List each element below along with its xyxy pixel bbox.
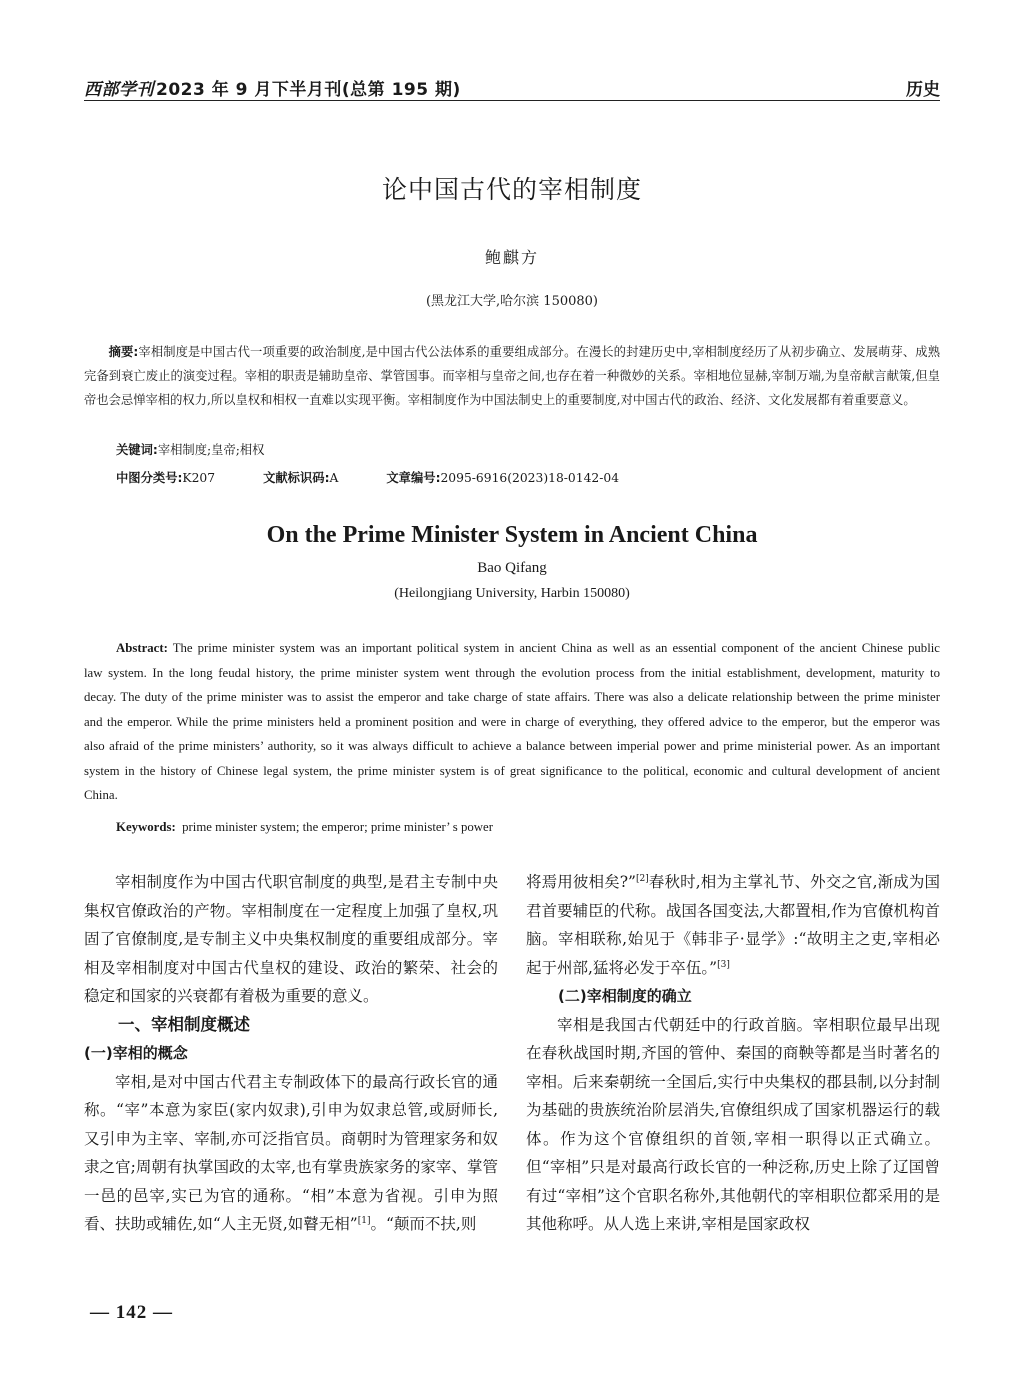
author-name: 鲍麒方 <box>484 248 539 267</box>
body-paragraph <box>526 868 940 982</box>
english-author: Bao Qifang <box>477 560 547 576</box>
running-header <box>84 70 940 100</box>
abstract-text: 宰相制度是中国古代一项重要的政治制度,是中国古代公法体系的重要组成部分。在漫长的封建历史中,宰相制度经历了从初步确立、发展萌芽、成熟完备到衰亡废止的演变过程。宰相的职责是辅助皇帝、掌管国事。而宰相与皇帝之间,也存在着一种微妙的关系。宰相地位显赫,宰制万端,为皇帝献言献策,但皇帝也会忌惮宰相的权力,所以皇权和相权一直难以实现平衡。宰相制度作为中国法制史上的重要制度,对中国古代的政治、经济、文化发展都有着重要意义。 <box>84 345 941 407</box>
author-affiliation: (黑龙江大学,哈尔滨 150080) <box>425 294 599 309</box>
article-number-label: 文章编号: <box>386 471 441 485</box>
chinese-abstract <box>84 340 940 412</box>
keywords-label: 关键词: <box>116 443 158 457</box>
subsection-heading: (二)宰相制度的确立 <box>558 987 692 1005</box>
chinese-keywords <box>116 438 264 462</box>
journal-issue-line <box>84 75 461 100</box>
english-keywords-label: Keywords: <box>116 820 176 834</box>
english-abstract-text: The prime minister system was an important political system in ancient China as well as an essential component of the ancient Chinese public law system. In the long feudal history, the prime minister system went through the evolution process from the initial establishment, development, maturity to decay. The duty of the prime minister was to assist the emperor and take charge of state affairs. There was also a delicate relationship between the prime minister and the emperor. While the prime ministers held a prominent position and were in charge of everything, they offered advice to the emperor, but the emperor was also afraid of the prime ministers’ authority, so it was always difficult to achieve a balance between imperial power and prime ministerial power. As an important system in the history of Chinese legal system, the prime minister system is of great significance to the political, economic and cultural development of ancient China. <box>84 641 940 802</box>
article-number-value: 2095-6916(2023)18-0142-04 <box>440 471 620 485</box>
left-column <box>84 868 498 1308</box>
article-title: 论中国古代的宰相制度 <box>381 175 642 204</box>
classification-value: K207 <box>182 471 216 485</box>
issue-info: 2023 年 9 月下半月刊(总第 195 期) <box>156 80 461 100</box>
classification-label: 中图分类号: <box>116 471 183 485</box>
header-rule <box>84 100 940 101</box>
subsection-heading: (一)宰相的概念 <box>84 1044 188 1062</box>
body-paragraph: 宰相是我国古代朝廷中的行政首脑。宰相职位最早出现在春秋战国时期,齐国的管仲、秦国的商鞅等都是当时著名的宰相。后来秦朝统一全国后,实行中央集权的郡县制,以分封制为基础的贵族统治阶层消失,官僚组织成了国家机器运行的载体。作为这个官僚组织的首领,宰相一职得以正式确立。但“宰相”只是对最高行政长官的一种泛称,历史上除了辽国曾有过“宰相”这个官职名称外,其他朝代的宰相职位都采用的是其他称呼。从人选上来讲,宰相是国家政权 <box>526 1015 940 1233</box>
journal-logo: 西部学刊 <box>84 80 154 100</box>
paragraph-text: 春秋时,相为主掌礼节、外交之官,渐成为国君首要辅臣的代称。战国各国变法,大都置相,作为官僚机构首脑。宰相联称,始见于《韩非子·显学》:“故明主之吏,宰相必起于州部,猛将必发于卒伍。” <box>526 873 940 977</box>
page-number: — 142 — <box>90 1302 173 1323</box>
section-label: 历史 <box>906 80 940 100</box>
document-code-label: 文献标识码: <box>263 471 330 485</box>
citation-ref: [3] <box>717 959 730 970</box>
body-paragraph <box>84 1068 498 1239</box>
body-columns <box>84 868 940 1308</box>
abstract-label: 摘要: <box>108 345 139 359</box>
english-keywords <box>116 815 493 839</box>
paragraph-text: 将焉用彼相矣?” <box>526 873 636 891</box>
citation-ref: [2] <box>635 874 649 884</box>
english-affiliation: (Heilongjiang University, Harbin 150080) <box>394 586 630 601</box>
section-heading: 一、宰相制度概述 <box>118 1014 250 1034</box>
intro-paragraph: 宰相制度作为中国古代职官制度的典型,是君主专制中央集权官僚政治的产物。宰相制度在一定程度上加强了皇权,巩固了官僚制度,是专制主义中央集权制度的重要组成部分。宰相及宰相制度对中国古代皇权的建设、政治的繁荣、社会的稳定和国家的兴衰都有着极为重要的意义。 <box>84 873 498 1005</box>
citation-ref: [1] <box>357 1216 371 1226</box>
english-title: On the Prime Minister System in Ancient China <box>266 522 758 548</box>
document-code <box>263 466 338 490</box>
english-keywords-text: prime minister system; the emperor; prime minister’ s power <box>182 820 493 834</box>
keywords-text: 宰相制度;皇帝;相权 <box>157 443 265 457</box>
classification-number <box>116 466 215 490</box>
paragraph-text: 宰相,是对中国古代君主专制政体下的最高行政长官的通称。“宰”本意为家臣(家内奴隶),引申为奴隶总管,或厨师长,又引申为主宰、宰制,亦可泛指官员。商朝时为管理家务和奴隶之官;周朝有执掌国政的太宰,也有掌贵族家务的家宰、掌管一邑的邑宰,实已为官的通称。“相”本意为省视。引申为照看、扶助或辅佐,如“人主无贤,如瞽无相” <box>84 1072 498 1233</box>
english-abstract <box>84 636 940 808</box>
paragraph-text: 。“颠而不扶,则 <box>370 1215 477 1233</box>
right-column <box>526 868 940 1308</box>
article-number <box>386 466 619 490</box>
english-abstract-label: Abstract: <box>116 641 168 655</box>
document-code-value: A <box>329 471 339 485</box>
classification-line <box>116 466 667 490</box>
